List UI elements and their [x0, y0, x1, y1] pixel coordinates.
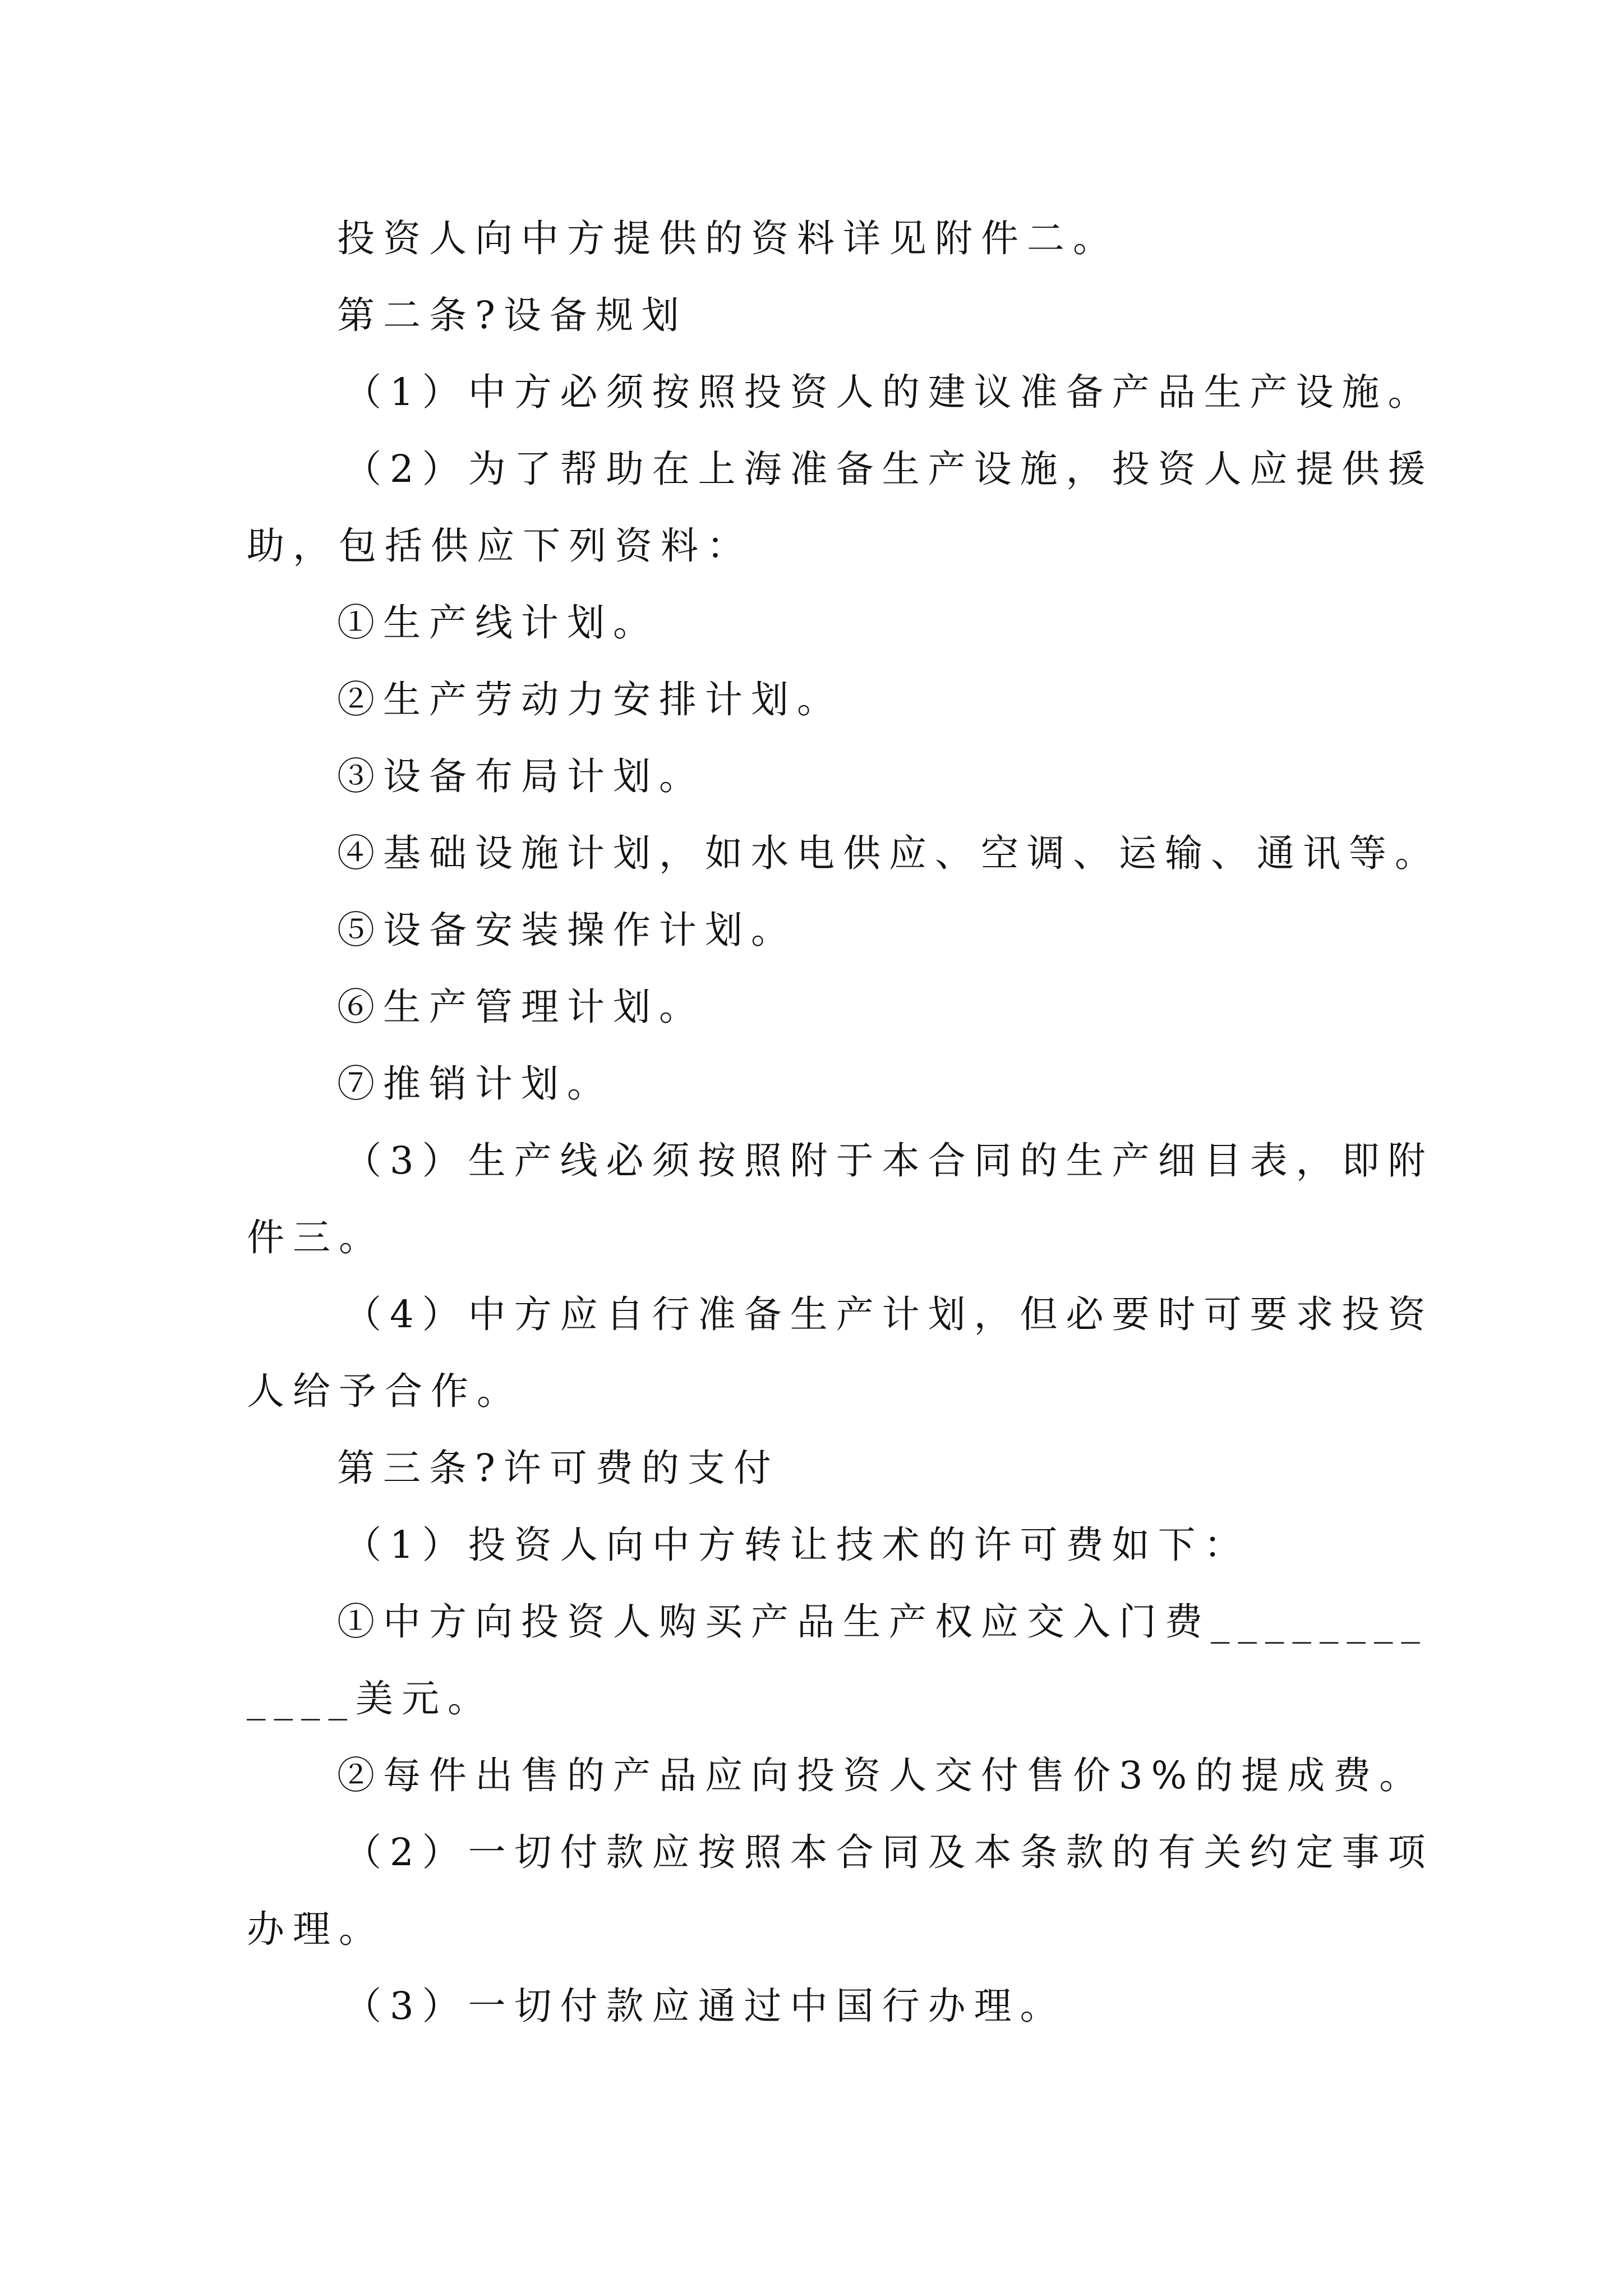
list-item: ⑦推销计划。 — [337, 1062, 613, 1106]
paragraph-line: 人给予合作。 — [247, 1369, 523, 1413]
paragraph-line: （3）生产线必须按照附于本合同的生产细目表，即附 — [344, 1139, 1434, 1182]
paragraph-line: ____美元。 — [247, 1677, 494, 1720]
paragraph-line: （2）为了帮助在上海准备生产设施，投资人应提供援 — [344, 447, 1434, 491]
list-item: ①中方向投资人购买产品生产权应交入门费________ — [337, 1600, 1428, 1644]
list-item: ②每件出售的产品应向投资人交付售价3%的提成费。 — [337, 1754, 1426, 1797]
paragraph-line: 办理。 — [247, 1907, 385, 1951]
article-heading: 第三条?许可费的支付 — [337, 1446, 780, 1490]
list-item: ⑤设备安装操作计划。 — [337, 908, 797, 952]
list-item: ③设备布局计划。 — [337, 754, 705, 798]
list-item: ⑥生产管理计划。 — [337, 985, 705, 1029]
list-item: ④基础设施计划，如水电供应、空调、运输、通讯等。 — [337, 831, 1441, 875]
paragraph-line: （4）中方应自行准备生产计划，但必要时可要求投资 — [344, 1292, 1434, 1336]
list-item: ②生产劳动力安排计划。 — [337, 678, 843, 721]
paragraph-line: （3）一切付款应通过中国行办理。 — [344, 1984, 1066, 2028]
article-heading: 第二条?设备规划 — [337, 293, 688, 337]
list-item: ①生产线计划。 — [337, 601, 659, 645]
paragraph-line: （1）中方必须按照投资人的建议准备产品生产设施。 — [344, 370, 1434, 414]
paragraph-line: 投资人向中方提供的资料详见附件二。 — [337, 217, 1119, 260]
paragraph-line: 件三。 — [247, 1216, 385, 1259]
paragraph-line: （1）投资人向中方转让技术的许可费如下： — [344, 1523, 1250, 1567]
paragraph-line: （2）一切付款应按照本合同及本条款的有关约定事项 — [344, 1830, 1434, 1874]
paragraph-line: 助，包括供应下列资料： — [247, 524, 753, 568]
